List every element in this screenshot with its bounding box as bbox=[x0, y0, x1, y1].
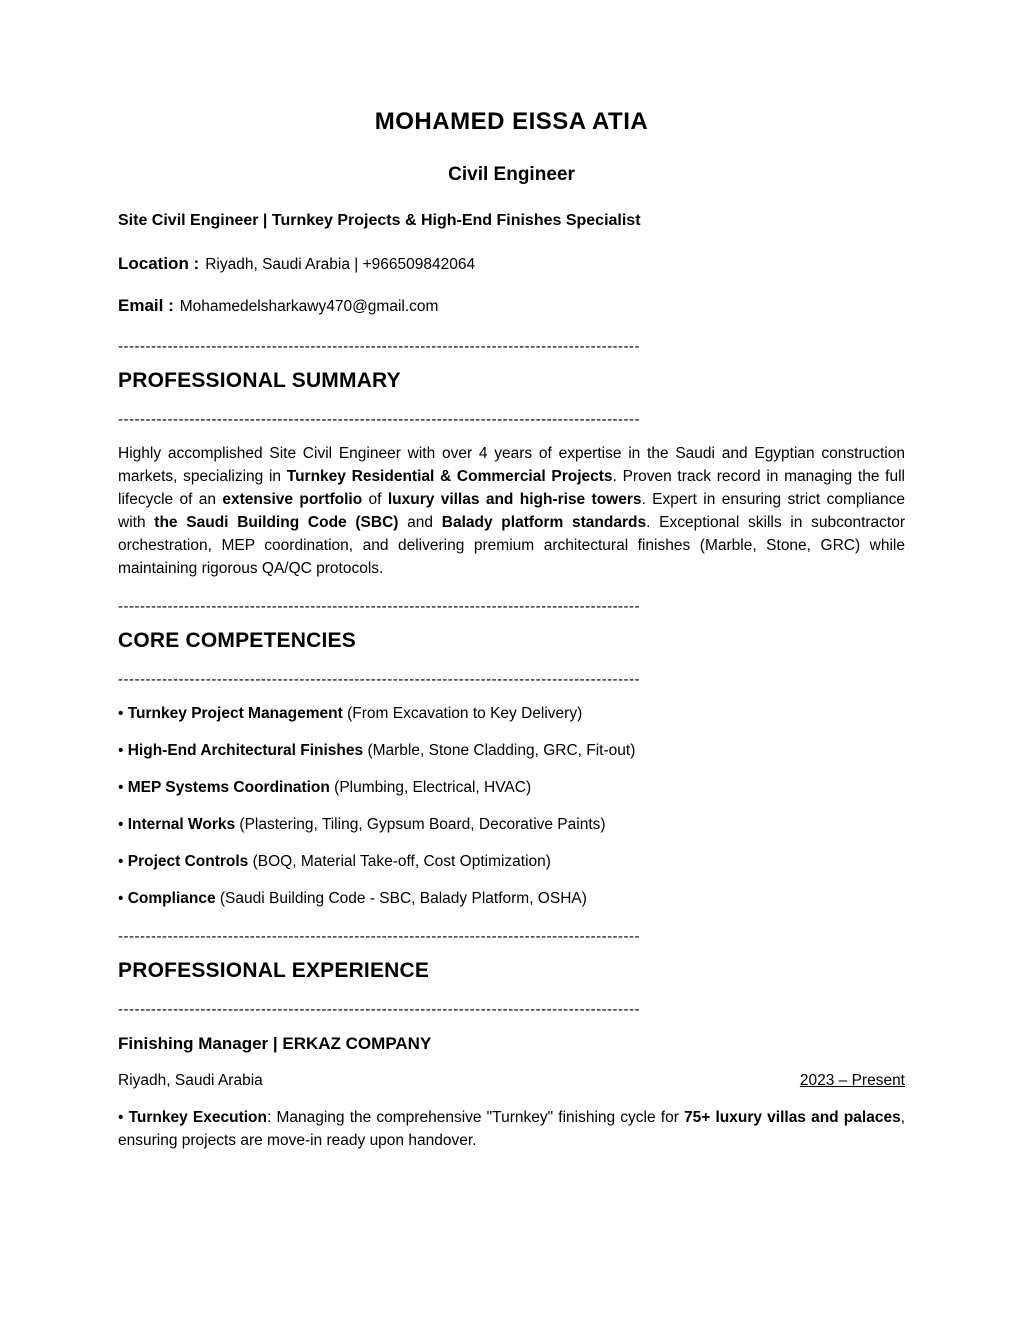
job-meta-row bbox=[118, 1072, 905, 1090]
job-title: Finishing Manager | ERKAZ COMPANY bbox=[118, 1034, 432, 1053]
competency-item: • Internal Works (Plastering, Tiling, Gypsum Board, Decorative Paints) bbox=[118, 816, 606, 833]
job-location: Riyadh, Saudi Arabia bbox=[118, 1072, 263, 1089]
job-dates: 2023 – Present bbox=[799, 1072, 905, 1089]
competency-item: • MEP Systems Coordination (Plumbing, Electrical, HVAC) bbox=[118, 779, 532, 796]
email-value: Mohamedelsharkawy470@gmail.com bbox=[179, 298, 439, 315]
section-heading-professional-summary: PROFESSIONAL SUMMARY bbox=[118, 369, 401, 392]
divider: ----------------------------------------------------------------------------------------------- bbox=[118, 411, 641, 428]
section-heading-core-competencies: CORE COMPETENCIES bbox=[118, 629, 356, 652]
divider: ----------------------------------------------------------------------------------------------- bbox=[118, 671, 641, 688]
summary-paragraph: Highly accomplished Site Civil Engineer with over 4 years of expertise in the Saudi and Egyptian construction markets, specializing in Turnkey Residential & Commercial Projects. Proven track record in managing the full lifecycle of an extensive portfolio of luxury villas and high-rise towers. Expert in ensuring strict compliance with the Saudi Building Code (SBC) and Balady platform standards. Exceptional skills in subcontractor orchestration, MEP coordination, and delivering premium architectural finishes (Marble, Stone, GRC) while maintaining rigorous QA/QC protocols. bbox=[118, 445, 905, 577]
competency-item: • Turnkey Project Management (From Excavation to Key Delivery) bbox=[118, 705, 583, 722]
divider: ----------------------------------------------------------------------------------------------- bbox=[118, 1001, 641, 1018]
competency-item: • Project Controls (BOQ, Material Take-off, Cost Optimization) bbox=[118, 853, 551, 870]
resume-name: MOHAMED EISSA ATIA bbox=[374, 108, 649, 135]
section-heading-professional-experience: PROFESSIONAL EXPERIENCE bbox=[118, 959, 430, 982]
experience-bullet: • Turnkey Execution: Managing the comprehensive "Turnkey" finishing cycle for 75+ luxury villas and palaces, ensuring projects are move-in ready upon handover. bbox=[118, 1109, 905, 1149]
divider: ----------------------------------------------------------------------------------------------- bbox=[118, 928, 641, 945]
location-label: Location : bbox=[118, 254, 200, 273]
email-label: Email : bbox=[118, 296, 174, 315]
resume-job-title: Civil Engineer bbox=[448, 164, 575, 185]
resume-tagline: Site Civil Engineer | Turnkey Projects & High-End Finishes Specialist bbox=[118, 212, 641, 229]
email-line bbox=[118, 296, 905, 316]
competency-item: • Compliance (Saudi Building Code - SBC, Balady Platform, OSHA) bbox=[118, 890, 587, 907]
divider: ----------------------------------------------------------------------------------------------- bbox=[118, 338, 641, 355]
divider: ----------------------------------------------------------------------------------------------- bbox=[118, 598, 641, 615]
competency-item: • High-End Architectural Finishes (Marble, Stone Cladding, GRC, Fit-out) bbox=[118, 742, 636, 759]
location-value: Riyadh, Saudi Arabia | +966509842064 bbox=[205, 256, 476, 273]
location-line bbox=[118, 254, 905, 274]
